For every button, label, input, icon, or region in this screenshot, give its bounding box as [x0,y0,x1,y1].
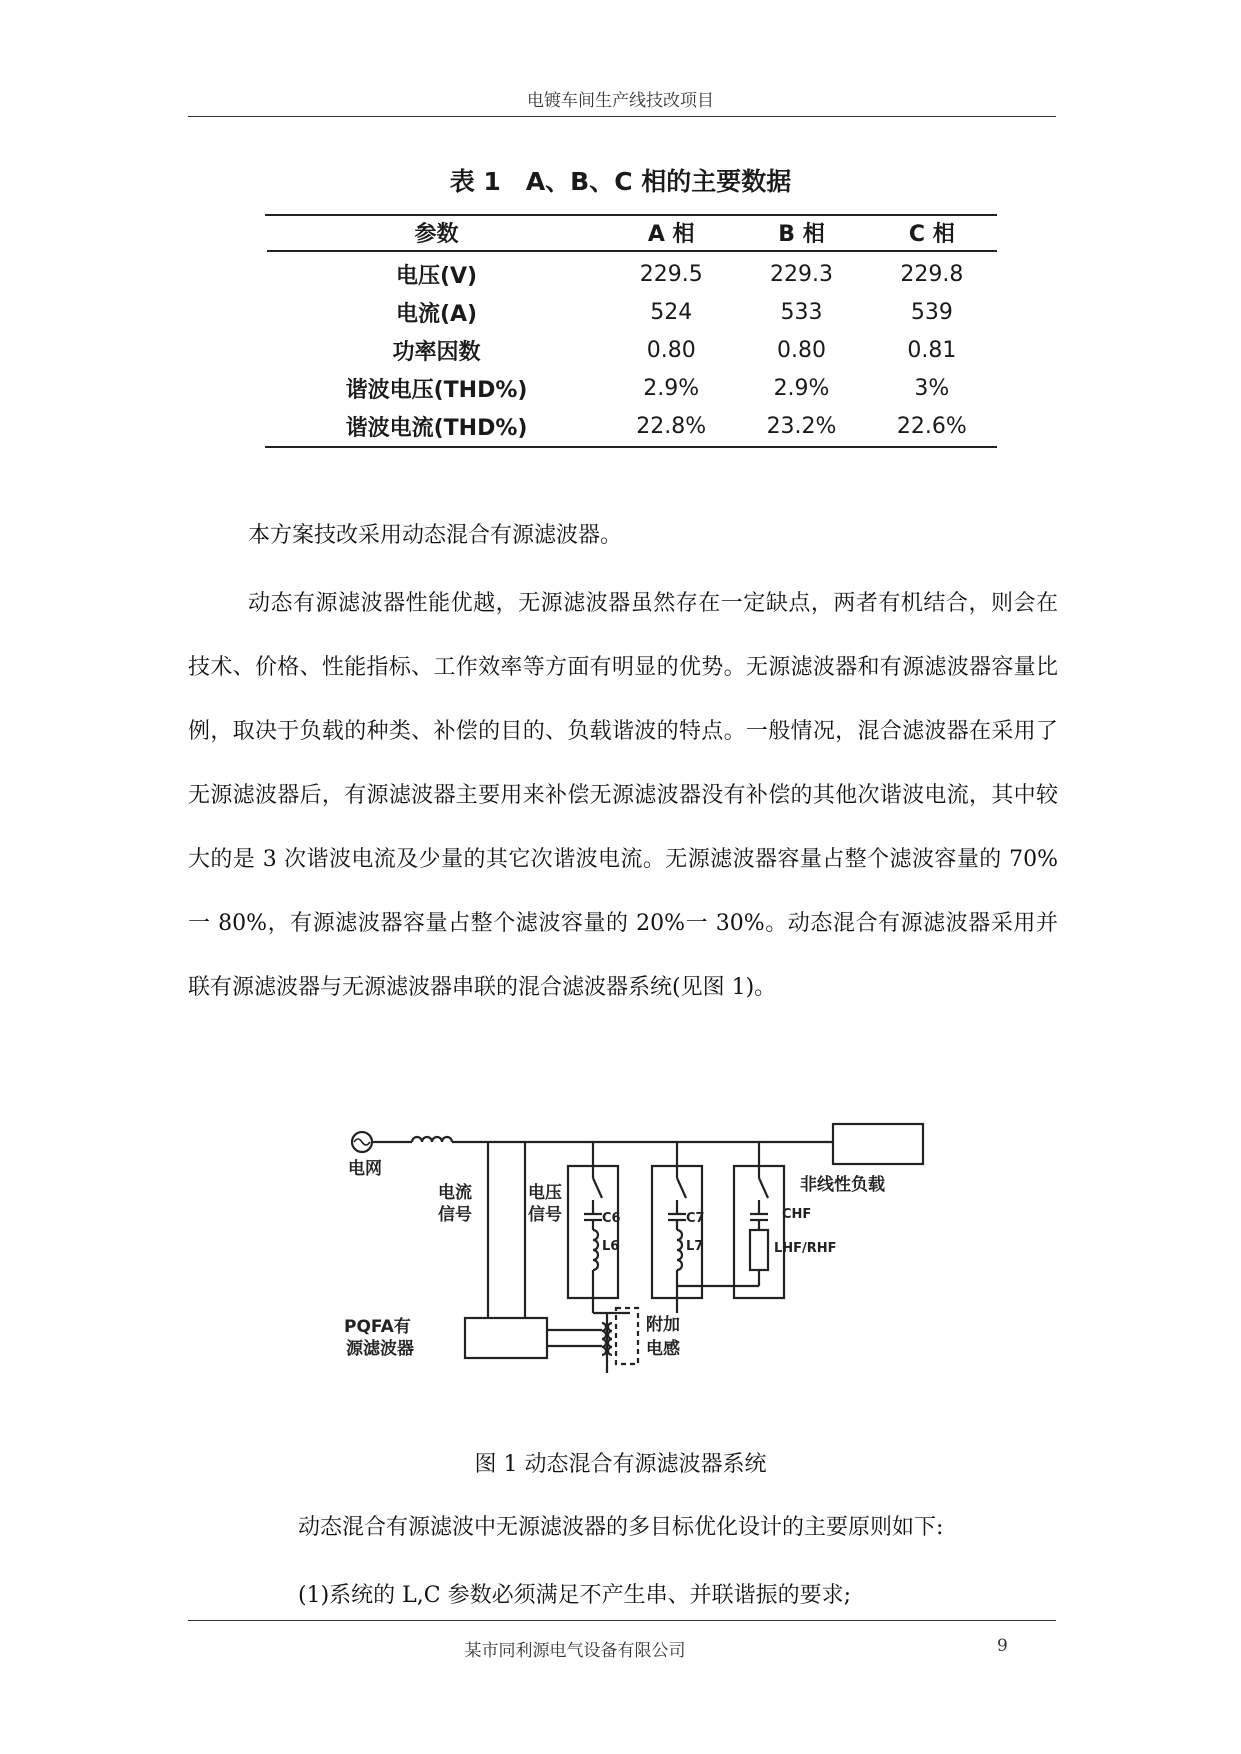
table-cell: 524 [650,299,693,325]
header-title: 电镀车间生产线技改项目 [527,91,714,111]
apf-label: PQFA有 [344,1317,411,1337]
table-row [267,331,997,369]
page-number: 9 [997,1636,1008,1656]
extra-inductor-label: 附加 [646,1315,680,1335]
hybrid-filter-circuit-diagram [340,1118,940,1383]
header-rule [188,116,1056,117]
body-paragraph: (1)系统的 L,C 参数必须满足不产生串、并联谐振的要求; [298,1583,851,1608]
table-cell: 229.5 [639,261,703,287]
table-caption: 表 1 A、B、C 相的主要数据 [449,167,792,196]
body-paragraph: 本方案技改采用动态混合有源滤波器。 [248,523,623,548]
current-signal-label: 电流 [438,1183,472,1203]
table-row [267,251,997,293]
table-cell: 谐波电流(THD%) [345,415,528,441]
column-header: C 相 [867,214,997,251]
table-row [267,407,997,445]
table-cell: 539 [910,299,953,325]
table-cell: 533 [780,299,823,325]
table-cell: 229.3 [770,261,833,287]
column-header: A 相 [606,214,736,251]
table-row [267,369,997,407]
body-paragraph: 动态混合有源滤波中无源滤波器的多目标优化设计的主要原则如下: [298,1515,944,1540]
table-cell: 23.2% [766,413,837,439]
current-signal-label: 信号 [438,1205,472,1225]
table-cell: 3% [914,375,950,401]
footer-company: 某市同利源电气设备有限公司 [464,1641,686,1661]
table-cell: 2.9% [643,375,700,401]
lhf-rhf-label: LHF/RHF [774,1241,837,1256]
table-cell: 谐波电压(THD%) [345,377,528,403]
c6-label: C6 [602,1211,621,1226]
table-cell: 22.6% [896,413,967,439]
footer-rule [188,1620,1056,1621]
column-header: B 相 [736,214,866,251]
table-header-row [267,214,997,251]
voltage-signal-label: 电压 [528,1183,562,1203]
table-cell: 0.80 [777,337,826,363]
body-paragraph: 动态有源滤波器性能优越，无源滤波器虽然存在一定缺点，两者有机结合，则会在技术、价格、性能指标、工作效率等方面有明显的优势。无源滤波器和有源滤波器容量比例，取决于负载的种类、补偿的目的、负载谐波的特点。一般情况，混合滤波器在采用了无源滤波器后，有源滤波器主要用来补偿无源滤波器没有补偿的其他次谐波电流，其中较大的是 3 次谐波电流及少量的其它次谐波电流。无源滤波器容量占整个滤波容量的 70%一 80%，有源滤波器容量占整个滤波容量的 20%一 30%。动态混合有源滤波器采用并联有源滤波器与无源滤波器串联的混合滤波器系统(见图 1)。 [188,591,1058,1000]
table-bottom-rule [265,446,997,448]
table-cell: 0.80 [646,337,696,363]
table-cell: 0.81 [907,337,957,363]
figure-caption: 图 1 动态混合有源滤波器系统 [474,1452,767,1477]
load-label: 非线性负载 [800,1175,885,1195]
table-cell: 电压(V) [395,263,478,289]
table-cell: 功率因数 [392,339,481,365]
table-cell: 229.8 [900,261,964,287]
table-cell: 22.8% [636,413,707,439]
table-cell: 电流(A) [395,301,478,327]
column-header: 参数 [267,214,606,251]
table-cell: 2.9% [773,375,830,401]
chf-label: CHF [782,1207,812,1222]
voltage-signal-label: 信号 [528,1205,562,1225]
grid-label: 电网 [348,1159,382,1179]
apf-label: 源滤波器 [346,1339,414,1359]
c7-label: C7 [686,1211,705,1226]
l7-label: L7 [686,1239,704,1254]
extra-inductor-label: 电感 [646,1339,680,1359]
data-table [267,214,997,445]
table-row [267,293,997,331]
l6-label: L6 [602,1239,620,1254]
